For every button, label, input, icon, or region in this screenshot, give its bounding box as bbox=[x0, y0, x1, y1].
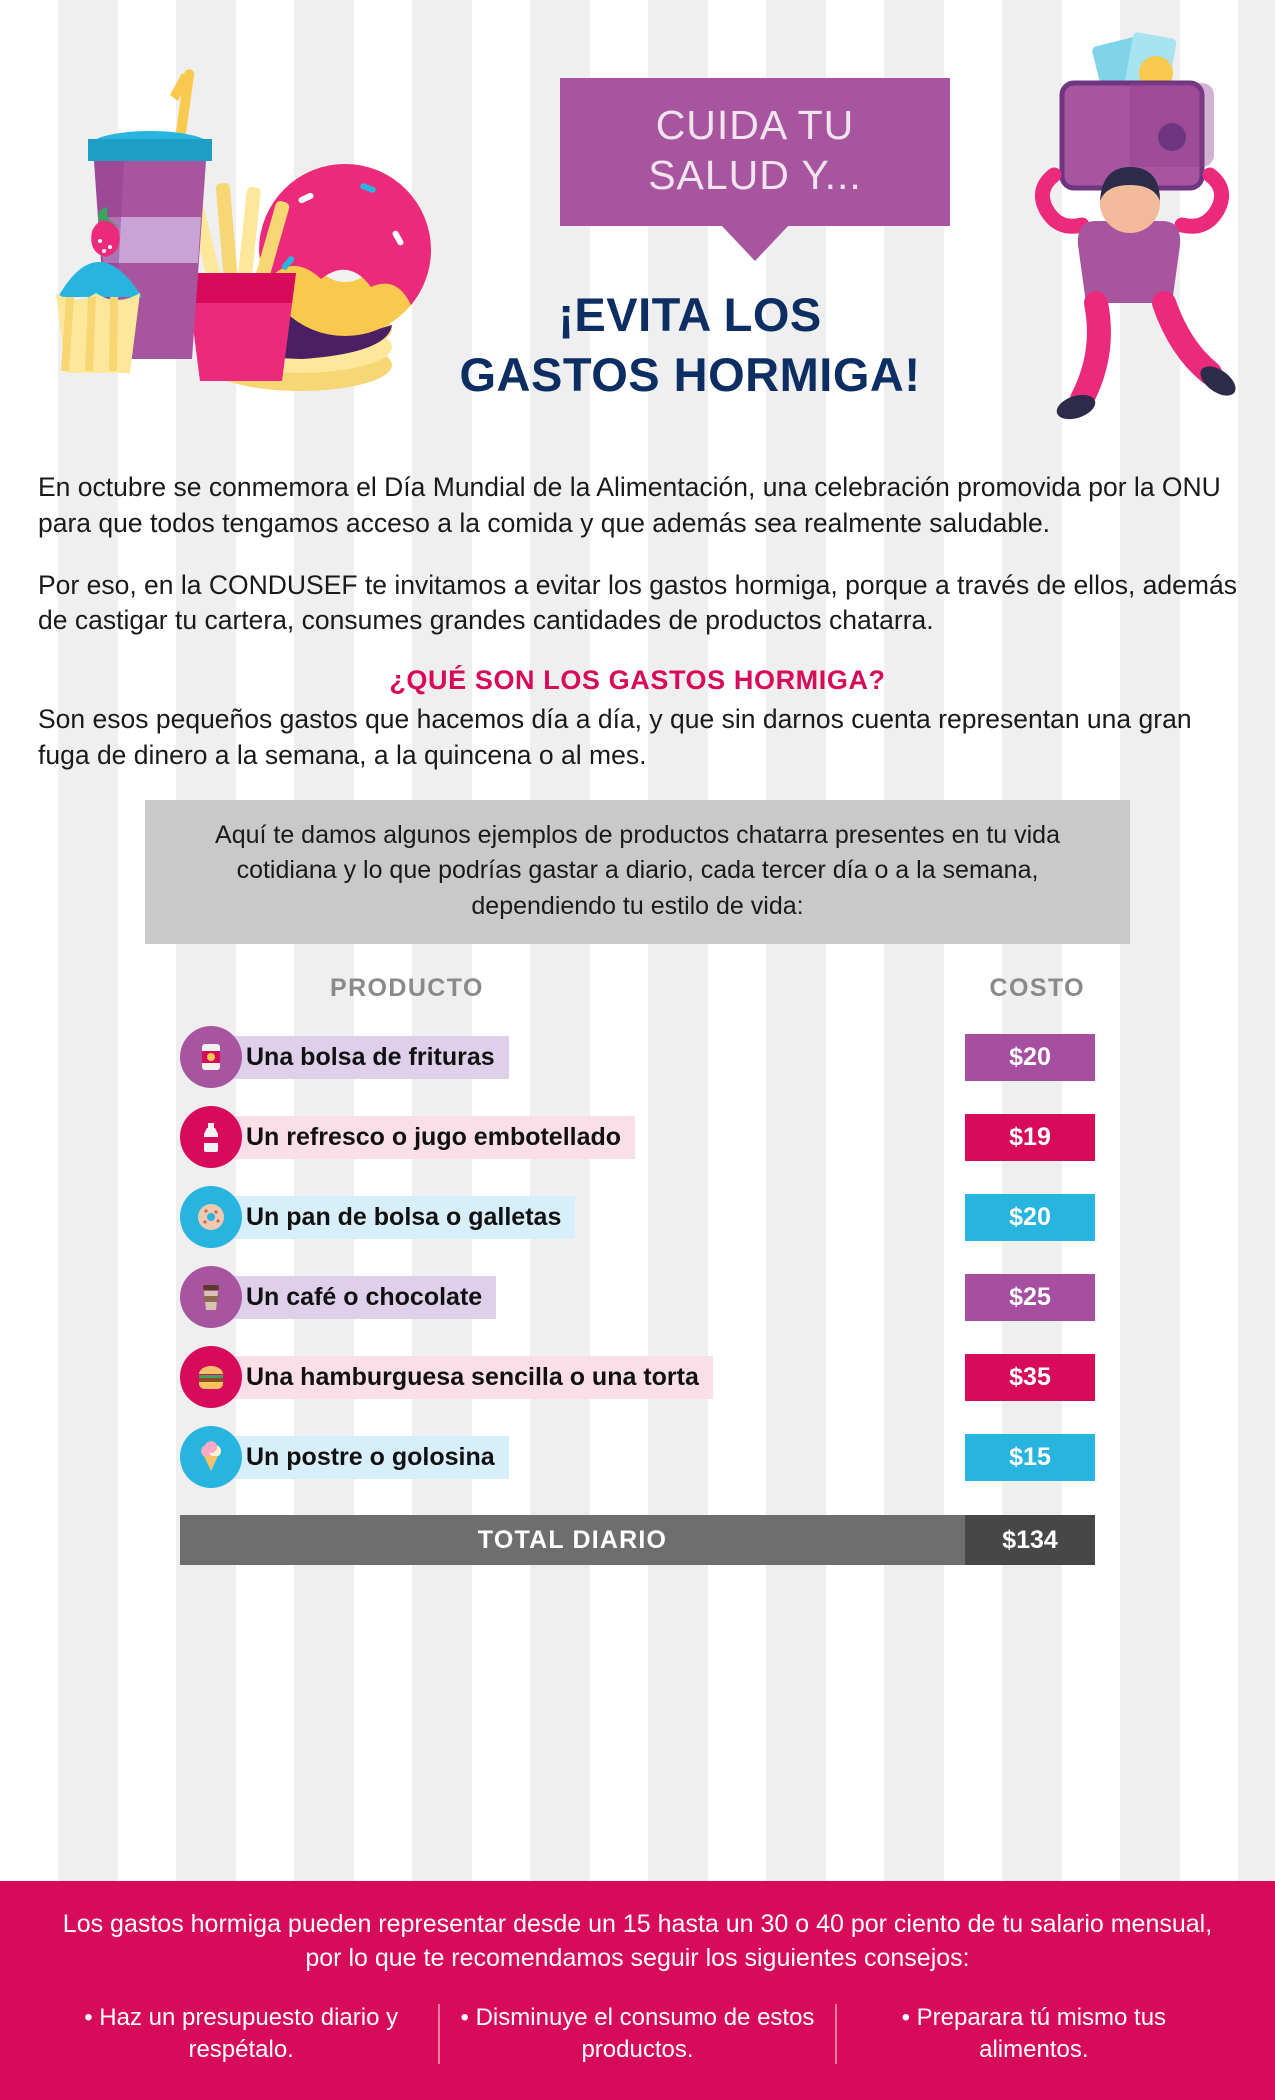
intro-paragraph-2: Por eso, en la CONDUSEF te invitamos a evitar los gastos hormiga, porque a través de ellos, además de castigar tu cartera, consumes grandes cantidades de productos chatarra. bbox=[38, 569, 1237, 636]
row-price: $20 bbox=[965, 1194, 1095, 1241]
page-title bbox=[330, 285, 1050, 405]
tip-item: • Haz un presupuesto diario y respétalo. bbox=[84, 2003, 399, 2063]
table-row bbox=[180, 1417, 1095, 1497]
soda-bottle-glyph bbox=[194, 1120, 228, 1154]
coffee-cup-glyph bbox=[194, 1280, 228, 1314]
donut-icon bbox=[180, 1186, 242, 1248]
tips-list bbox=[44, 2002, 1231, 2066]
callout-box: Aquí te damos algunos ejemplos de productos chatarra presentes en tu vida cotidiana y lo que podrías gastar a diario, cada tercer día o a la semana, dependiendo tu estilo de vida: bbox=[145, 800, 1130, 945]
banner-arrow bbox=[721, 225, 789, 261]
row-label: Una bolsa de frituras bbox=[224, 1036, 509, 1079]
burger-icon bbox=[180, 1346, 242, 1408]
row-price: $25 bbox=[965, 1274, 1095, 1321]
footer-lead-text: Los gastos hormiga pueden representar desde un 15 hasta un 30 o 40 por ciento de tu salario mensual, por lo que te recomendamos seguir los siguientes consejos: bbox=[62, 1909, 1213, 1973]
total-value: $134 bbox=[965, 1515, 1095, 1565]
banner-line-1: CUIDA TU bbox=[655, 102, 855, 148]
total-label: TOTAL DIARIO bbox=[180, 1515, 965, 1565]
column-header-cost: COSTO bbox=[989, 974, 1085, 1003]
row-label: Un pan de bolsa o galletas bbox=[224, 1196, 575, 1239]
table-row bbox=[180, 1177, 1095, 1257]
table-header bbox=[180, 974, 1095, 1017]
question-answer: Son esos pequeños gastos que hacemos día a día, y que sin darnos cuenta representan una gran fuga de dinero a la semana, a la quincena o al mes. bbox=[38, 704, 1192, 770]
table-row bbox=[180, 1337, 1095, 1417]
title-line-1: ¡EVITA LOS bbox=[558, 288, 822, 341]
row-label: Una hamburguesa sencilla o una torta bbox=[224, 1356, 713, 1399]
intro-text bbox=[38, 470, 1237, 639]
row-label: Un café o chocolate bbox=[224, 1276, 496, 1319]
coffee-cup-icon bbox=[180, 1266, 242, 1328]
table-row bbox=[180, 1257, 1095, 1337]
intro-paragraph-1: En octubre se conmemora el Día Mundial de la Alimentación, una celebración promovida por la ONU para que todos tengamos acceso a la comida y que además sea realmente saludable. bbox=[38, 472, 1221, 538]
row-price: $20 bbox=[965, 1034, 1095, 1081]
burger-glyph bbox=[194, 1360, 228, 1394]
chips-bag-icon bbox=[180, 1026, 242, 1088]
row-price: $15 bbox=[965, 1434, 1095, 1481]
footer-section bbox=[0, 1881, 1275, 2100]
tip-item: • Disminuye el consumo de estos productos. bbox=[460, 2003, 815, 2063]
products-table bbox=[180, 974, 1095, 1565]
ice-cream-glyph bbox=[194, 1440, 228, 1474]
soda-bottle-icon bbox=[180, 1106, 242, 1168]
tip-item: • Preparara tú mismo tus alimentos. bbox=[901, 2003, 1167, 2063]
row-label: Un postre o golosina bbox=[224, 1436, 509, 1479]
column-header-product: PRODUCTO bbox=[330, 974, 484, 1003]
chips-bag-glyph bbox=[194, 1040, 228, 1074]
row-price: $35 bbox=[965, 1354, 1095, 1401]
banner-line-2: SALUD Y... bbox=[648, 152, 862, 199]
row-label: Un refresco o jugo embotellado bbox=[224, 1116, 635, 1159]
row-price: $19 bbox=[965, 1114, 1095, 1161]
ice-cream-icon bbox=[180, 1426, 242, 1488]
donut-glyph bbox=[194, 1200, 228, 1234]
question-heading: ¿QUÉ SON LOS GASTOS HORMIGA? bbox=[389, 665, 886, 696]
title-line-2: GASTOS HORMIGA! bbox=[459, 348, 921, 402]
header-section bbox=[0, 0, 1275, 470]
table-row bbox=[180, 1017, 1095, 1097]
total-row bbox=[180, 1515, 1095, 1565]
table-row bbox=[180, 1097, 1095, 1177]
banner bbox=[560, 78, 950, 226]
